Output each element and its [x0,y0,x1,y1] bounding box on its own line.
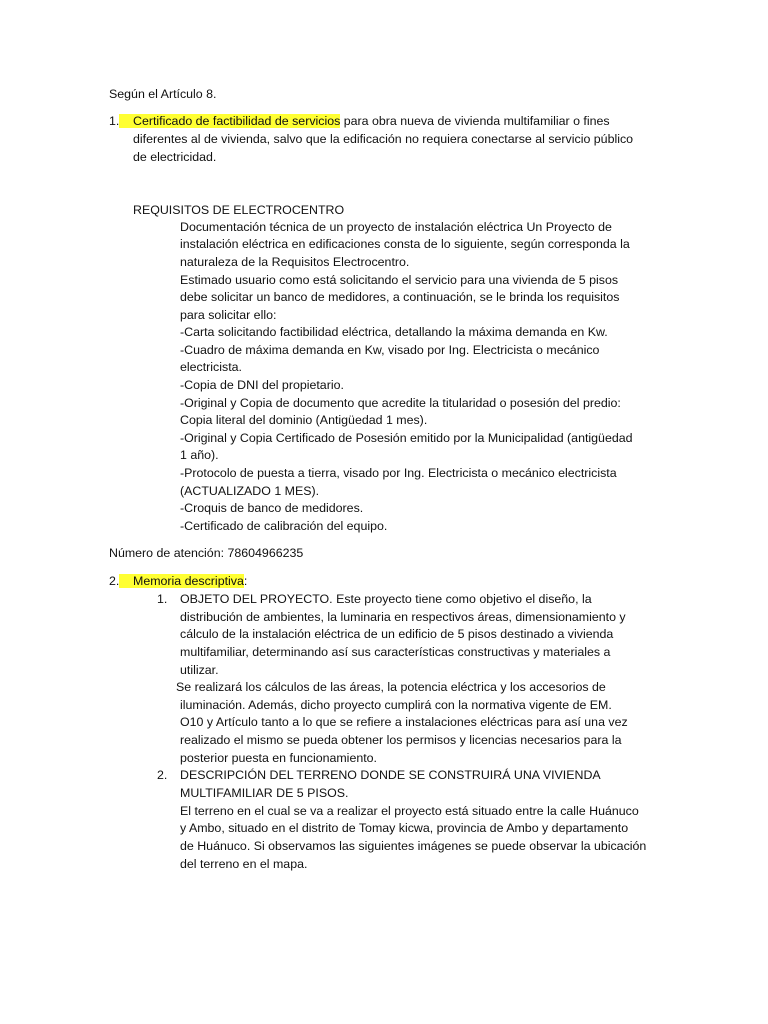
sub-2-line: del terreno en el mapa. [180,857,308,871]
sub-1-line: distribución de ambientes, la luminaria en respectivos áreas, dimensionamiento y [180,610,626,624]
sub-2-line: MULTIFAMILIAR DE 5 PISOS. [180,786,349,800]
requisitos-line: 1 año). [180,448,219,462]
item-2-colon: : [243,574,248,588]
sub-1-line: cálculo de la instalación eléctrica de un edificio de 5 pisos destinado a vivienda [180,627,614,641]
requisitos-line: electricista. [180,360,242,374]
sub-1-line: multifamiliar, determinando así sus características constructivas y materiales a [180,645,611,659]
requisitos-line: Estimado usuario como está solicitando el servicio para una vivienda de 5 pisos [180,273,619,287]
requisitos-line: -Cuadro de máxima demanda en Kw, visado por Ing. Electricista o mecánico [180,343,600,357]
item-1-line-2: diferentes al de vivienda, salvo que la edificación no requiera conectarse al servicio público [133,132,634,146]
item-1-line-1-rest: para obra nueva de vivienda multifamiliar o fines [340,114,610,128]
requisitos-line: -Copia de DNI del propietario. [180,378,344,392]
item-1-highlight: Certificado de factibilidad de servicios [119,114,340,128]
requisitos-heading: REQUISITOS DE ELECTROCENTRO [133,203,345,217]
requisitos-line: -Original y Copia de documento que acredite la titularidad o posesión del predio: [180,396,621,410]
item-2-highlight: Memoria descriptiva [119,574,244,588]
sub-1-line: OBJETO DEL PROYECTO. Este proyecto tiene como objetivo el diseño, la [180,592,592,606]
atencion-number: Número de atención: 78604966235 [109,546,304,560]
sub-2-line: y Ambo, situado en el distrito de Tomay kicwa, provincia de Ambo y departamento [180,821,629,835]
requisitos-line: instalación eléctrica en edificaciones consta de lo siguiente, según corresponda la [180,237,630,251]
intro-text: Según el Artículo 8. [109,87,217,101]
requisitos-line: Copia literal del dominio (Antigüedad 1 mes). [180,413,428,427]
requisitos-line: para solicitar ello: [180,308,277,322]
sub-1-line: realizado el mismo se pueda obtener los permisos y licencias necesarios para la [180,733,622,747]
sub-2-line: de Huánuco. Si observamos las siguientes imágenes se puede observar la ubicación [180,839,647,853]
sub-1-line: Se realizará los cálculos de las áreas, la potencia eléctrica y los accesorios de [176,680,606,694]
requisitos-line: -Certificado de calibración del equipo. [180,519,388,533]
sub-1-line: iluminación. Además, dicho proyecto cumplirá con la normativa vigente de EM. [180,698,612,712]
requisitos-line: debe solicitar un banco de medidores, a continuación, se le brinda los requisitos [180,290,620,304]
sub-1-line: utilizar. [180,663,219,677]
sub-2-line: El terreno en el cual se va a realizar el proyecto está situado entre la calle Huánuco [180,804,639,818]
requisitos-line: Documentación técnica de un proyecto de instalación eléctrica Un Proyecto de [180,220,612,234]
requisitos-line: -Protocolo de puesta a tierra, visado por Ing. Electricista o mecánico electricista [180,466,617,480]
requisitos-line: -Croquis de banco de medidores. [180,501,364,515]
item-2-number: 2. [109,574,120,588]
sub-1-line: posterior puesta en funcionamiento. [180,751,377,765]
sub-1-line: O10 y Artículo tanto a lo que se refiere a instalaciones eléctricas para así una vez [180,715,628,729]
requisitos-line: -Original y Copia Certificado de Posesión emitido por la Municipalidad (antigüedad [180,431,633,445]
item-2-heading [133,573,247,590]
requisitos-line: -Carta solicitando factibilidad eléctrica, detallando la máxima demanda en Kw. [180,325,608,339]
item-1-line-3: de electricidad. [133,150,217,164]
requisitos-line: (ACTUALIZADO 1 MES). [180,484,320,498]
item-1-line-1 [133,113,610,130]
item-1-number: 1. [109,114,120,128]
sub-1-number: 1. [157,592,168,606]
requisitos-line: naturaleza de la Requisitos Electrocentro. [180,255,410,269]
sub-2-line: DESCRIPCIÓN DEL TERRENO DONDE SE CONSTRUIRÁ UNA VIVIENDA [180,768,601,782]
sub-2-number: 2. [157,768,168,782]
